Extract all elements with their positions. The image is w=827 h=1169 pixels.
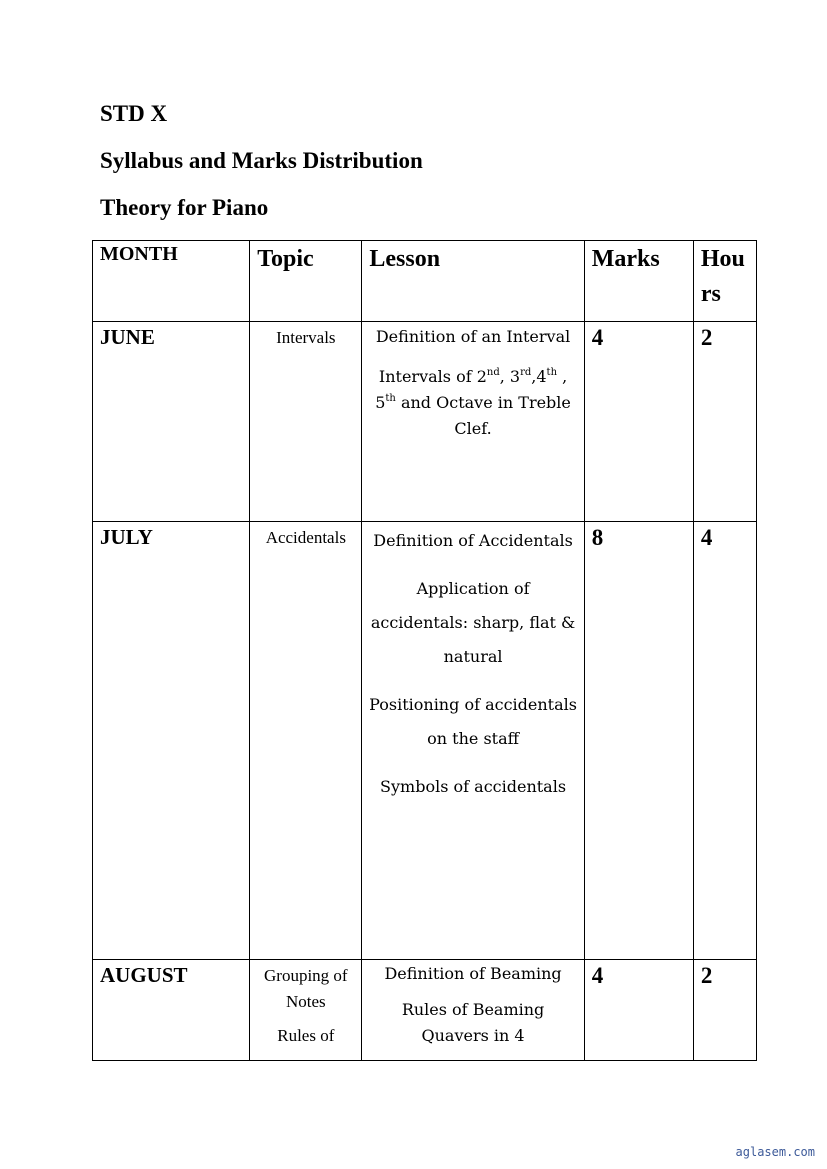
row-month: JUNE bbox=[100, 325, 155, 349]
lesson-item: Symbols of accidentals bbox=[380, 777, 567, 796]
lesson-item: Intervals of 2nd, 3rd,4th , 5th and Octave in Treble Clef. bbox=[375, 367, 571, 438]
row-month: JULY bbox=[100, 525, 153, 549]
row-lessons bbox=[362, 522, 583, 804]
syllabus-table bbox=[92, 240, 757, 1061]
lesson-item: Positioning of accidentals on the staff bbox=[369, 695, 577, 748]
table-header-row bbox=[93, 241, 757, 322]
lesson-item: Definition of Beaming bbox=[384, 964, 562, 983]
header-marks: Marks bbox=[591, 246, 660, 272]
table-row-july bbox=[93, 522, 757, 960]
lesson-item: Rules of Beaming Quavers in 4 bbox=[401, 1000, 545, 1045]
row-marks: 8 bbox=[591, 525, 604, 550]
table-row-june bbox=[93, 322, 757, 522]
header-lesson: Lesson bbox=[369, 246, 441, 272]
lesson-item: Definition of an Interval bbox=[375, 327, 571, 346]
std-heading: STD X bbox=[100, 101, 168, 126]
theory-heading: Theory for Piano bbox=[100, 195, 269, 220]
row-marks: 4 bbox=[591, 325, 604, 350]
header-topic: Topic bbox=[257, 246, 314, 272]
header-month: MONTH bbox=[100, 243, 178, 265]
lesson-item: Definition of Accidentals bbox=[373, 531, 573, 550]
row-marks: 4 bbox=[591, 963, 604, 988]
syllabus-heading: Syllabus and Marks Distribution bbox=[100, 148, 423, 173]
lesson-item: Application of accidentals: sharp, flat & natural bbox=[370, 579, 576, 666]
row-topic: Intervals bbox=[276, 328, 336, 347]
row-hours: 2 bbox=[700, 325, 713, 350]
row-month: AUGUST bbox=[100, 963, 188, 987]
row-hours: 2 bbox=[700, 963, 713, 988]
row-topic: Grouping of Notes Rules of bbox=[264, 966, 348, 1045]
row-topic: Accidentals bbox=[265, 528, 346, 547]
row-hours: 4 bbox=[700, 525, 713, 550]
table-row-august bbox=[93, 960, 757, 1061]
row-lessons bbox=[362, 322, 583, 442]
row-lessons bbox=[362, 960, 583, 1049]
watermark-link[interactable]: aglasem.com bbox=[735, 1145, 815, 1159]
header-hours: Hou rs bbox=[700, 246, 745, 307]
